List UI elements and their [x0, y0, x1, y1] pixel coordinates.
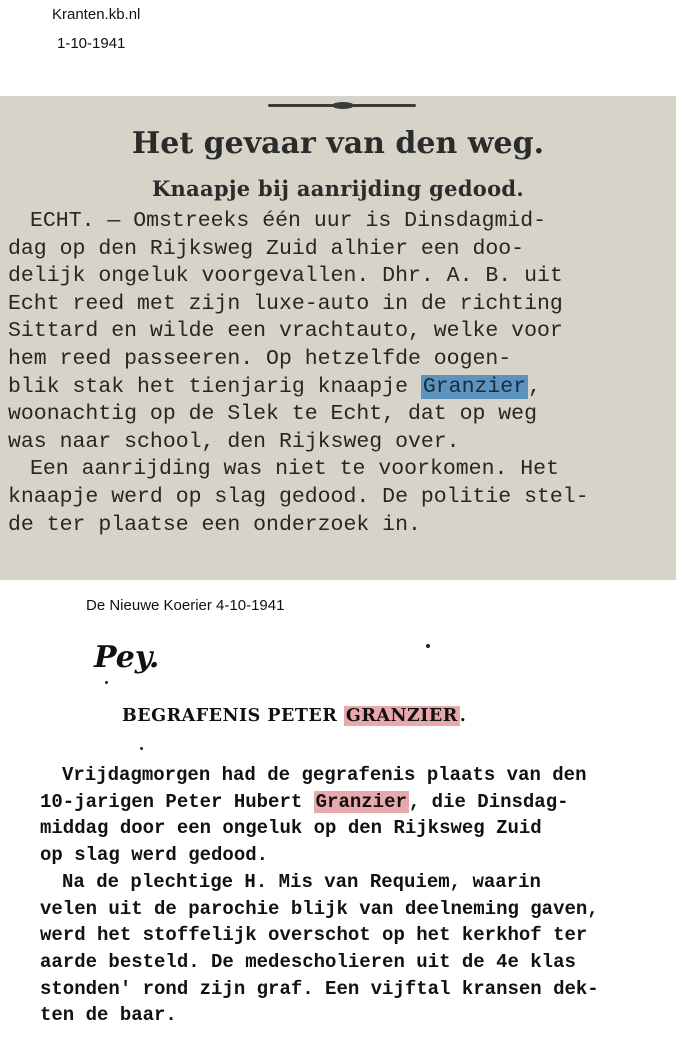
line-text: , die Dinsdag-: [408, 790, 569, 813]
print-speck: [105, 681, 108, 684]
source-date-label: 1-10-1941: [57, 35, 126, 52]
text-line: ten de baar.: [40, 1004, 177, 1027]
print-speck: [140, 747, 143, 750]
text-line: knaapje werd op slag gedood. De politie stel-: [8, 485, 589, 509]
highlighted-name: Granzier: [315, 790, 407, 813]
clipping2-place-title: Pey.: [94, 640, 160, 675]
text-line: Na de plechtige H. Mis van Requiem, waarin: [62, 870, 541, 893]
source2-label: De Nieuwe Koerier 4-10-1941: [86, 597, 285, 614]
text-line: delijk ongeluk voorgevallen. Dhr. A. B. uit: [8, 264, 563, 289]
text-line: velen uit de parochie blijk van deelneming gaven,: [40, 897, 599, 920]
source-site-label: Kranten.kb.nl: [52, 6, 141, 23]
text-line: op slag werd gedood.: [40, 844, 269, 867]
print-speck: [426, 644, 430, 648]
headline-end: .: [459, 706, 467, 726]
highlighted-name: Granzier: [422, 374, 527, 399]
ornament-rule: [268, 104, 416, 107]
clipping1-headline: Het gevaar van den weg.: [131, 126, 545, 161]
line-text: ,: [528, 374, 541, 399]
text-line: de ter plaatse een onderzoek in.: [8, 512, 421, 537]
text-line: [8, 374, 660, 401]
headline-text: BEGRAFENIS PETER: [122, 706, 344, 726]
text-line: middag door een ongeluk op den Rijksweg Zuid: [40, 817, 542, 840]
clipping2-headline: [122, 706, 466, 726]
text-line: werd het stoffelijk overschot op het kerkhof ter: [40, 924, 588, 947]
text-line: ECHT. — Omstreeks één uur is Dinsdagmid-: [30, 209, 547, 233]
highlighted-name: GRANZIER: [345, 706, 458, 726]
text-line: woonachtig op de Slek te Echt, dat op weg: [8, 402, 537, 427]
text-line: Vrijdagmorgen had de gegrafenis plaats van den: [62, 764, 587, 786]
text-line: aarde besteld. De medescholieren uit de 4e klas: [40, 950, 576, 973]
line-text: blik stak het tienjarig knaapje: [8, 374, 421, 399]
line-text: 10-jarigen Peter Hubert: [40, 790, 314, 813]
text-line: was naar school, den Rijksweg over.: [8, 429, 460, 454]
newspaper-clipping-1: [0, 96, 676, 580]
text-line: Een aanrijding was niet te voorkomen. Het: [30, 457, 559, 482]
text-line: dag op den Rijksweg Zuid alhier een doo-: [8, 236, 525, 261]
text-line: Sittard en wilde een vrachtauto, welke voor: [8, 319, 563, 344]
text-line: Echt reed met zijn luxe-auto in de richting: [8, 291, 563, 316]
text-line: [40, 791, 640, 813]
text-line: stonden' rond zijn graf. Een vijftal kransen dek-: [40, 977, 599, 1000]
text-line: hem reed passeeren. Op hetzelfde oogen-: [8, 347, 512, 371]
clipping1-subheadline: Knaapje bij aanrijding gedood.: [151, 176, 525, 201]
